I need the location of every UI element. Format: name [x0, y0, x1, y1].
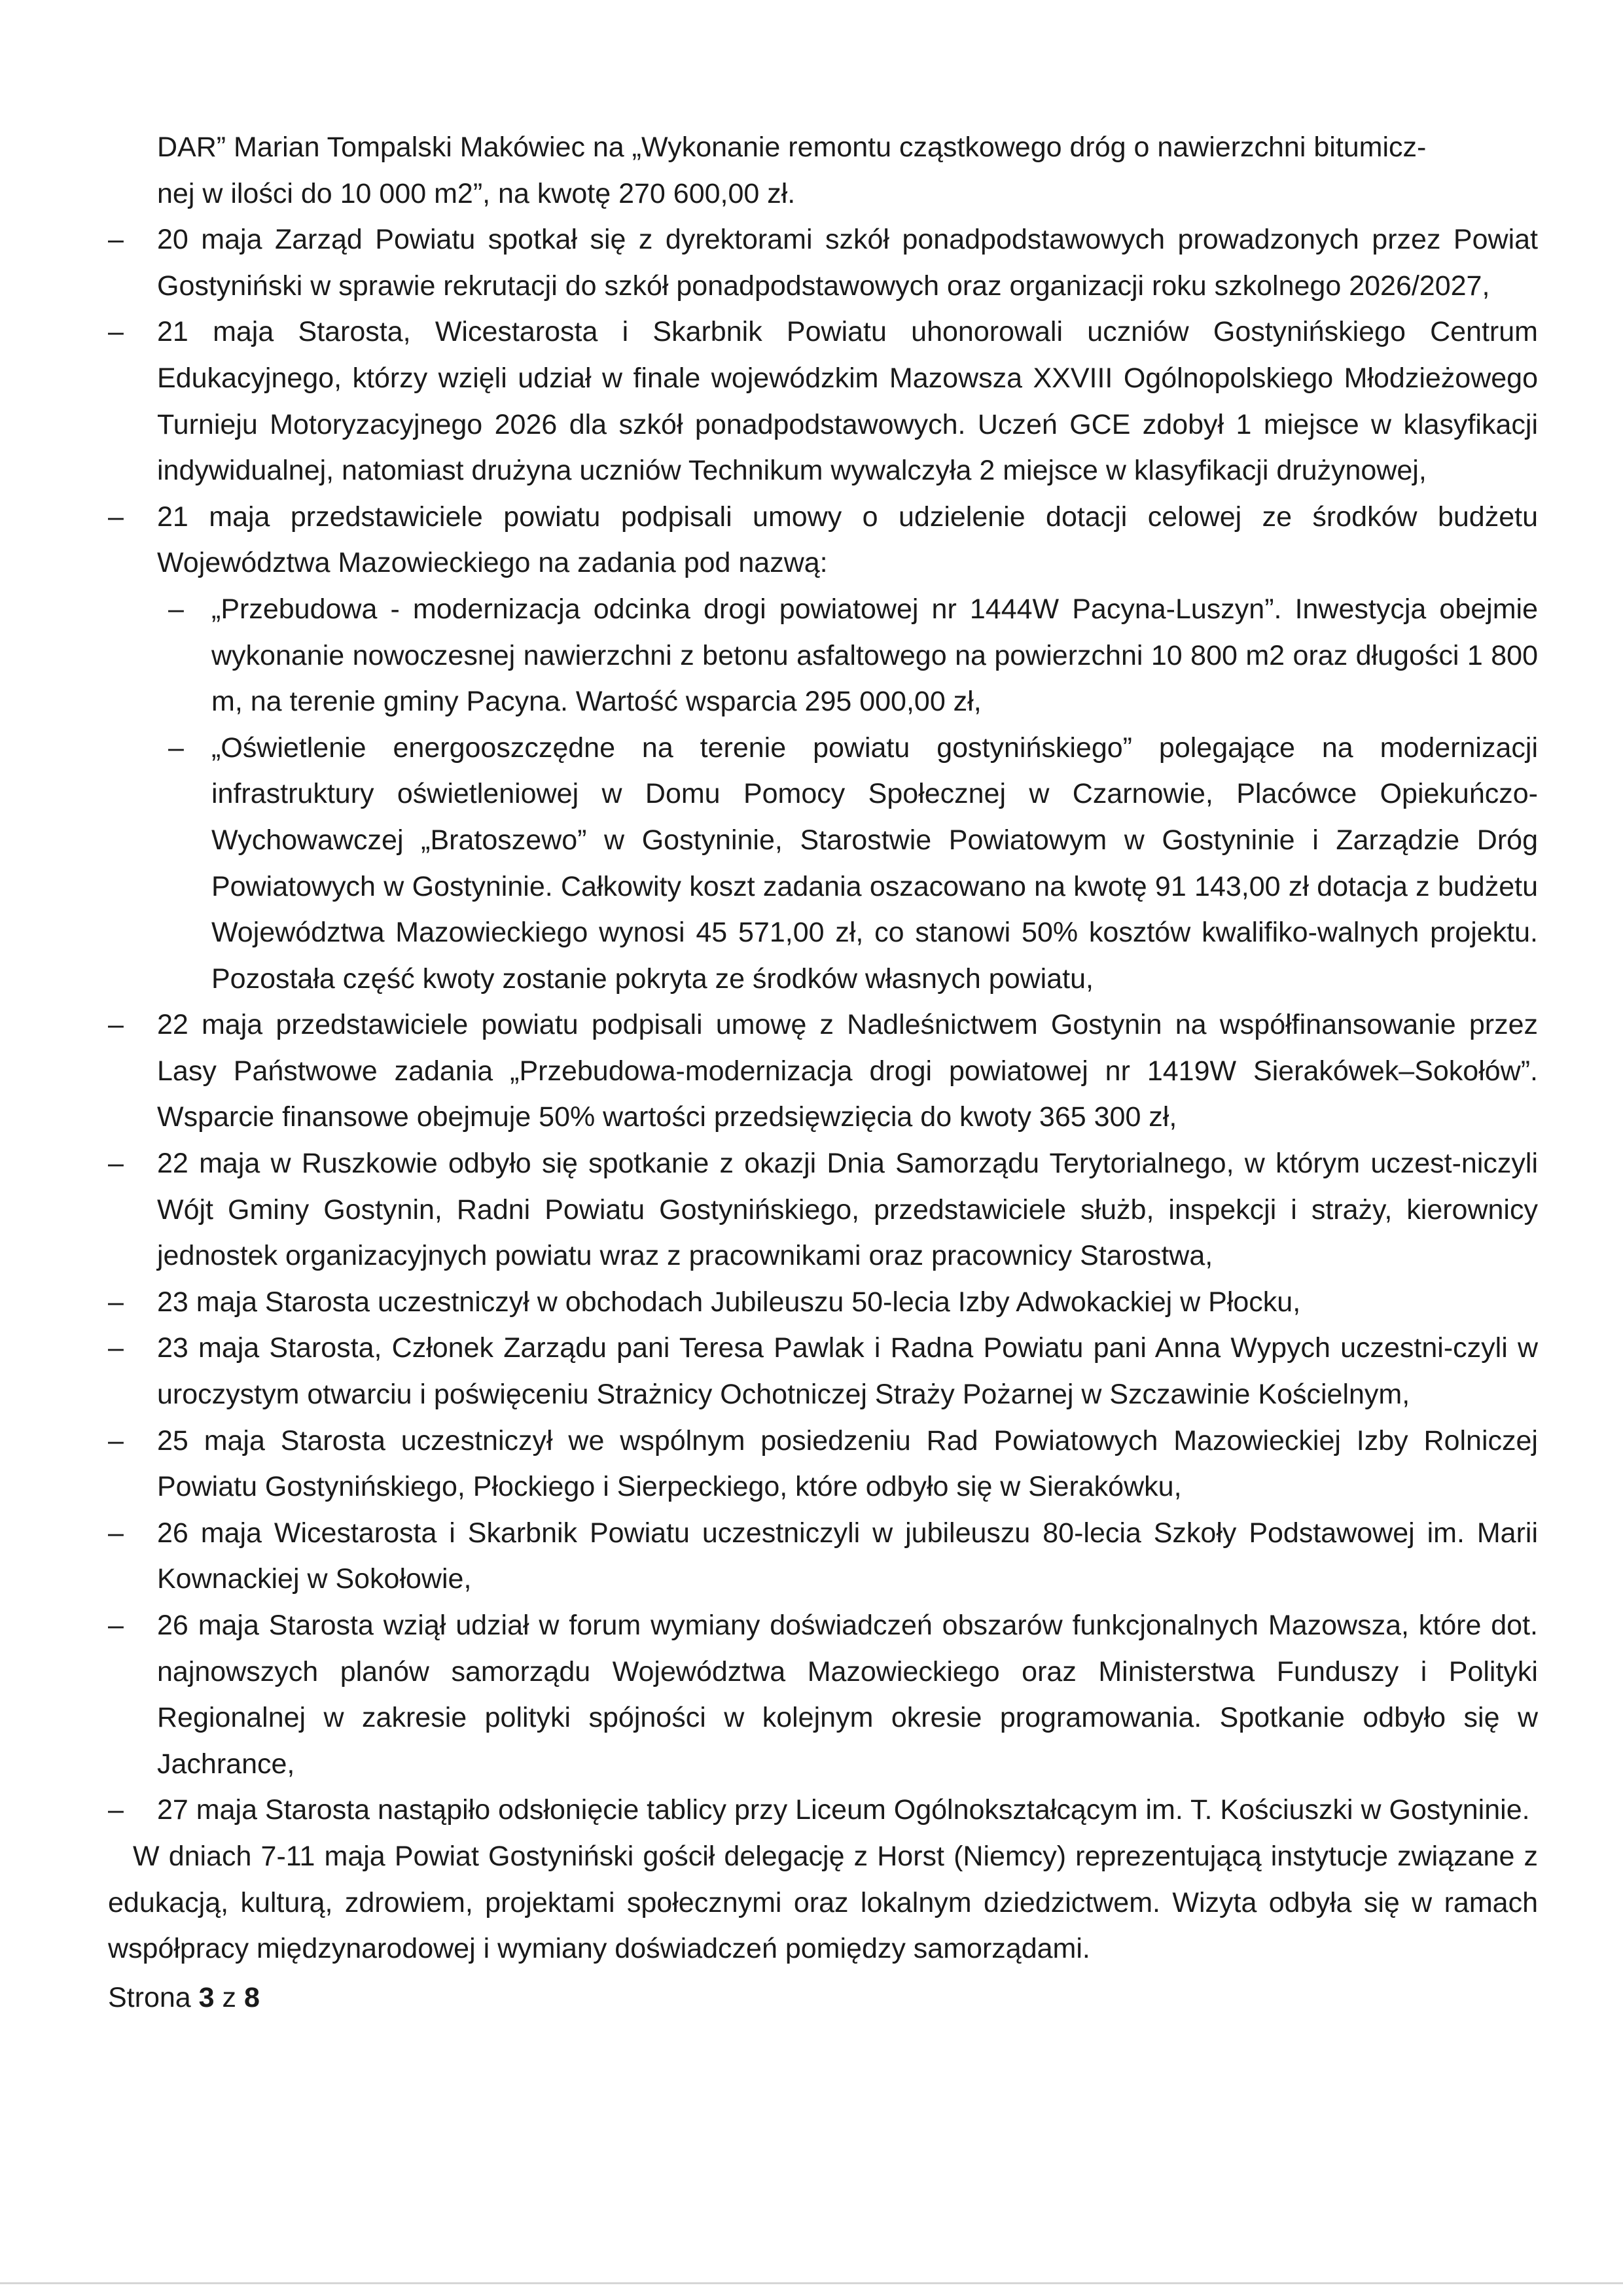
intro-line-2: nej w ilości do 10 000 m2”, na kwotę 270 600,00 zł.: [157, 177, 796, 209]
dash-bullet: –: [108, 1794, 124, 1826]
list-item: [108, 1279, 1538, 1326]
scan-edge-line: [0, 2282, 1623, 2284]
list-item: [108, 494, 1538, 586]
dash-bullet: –: [108, 501, 124, 533]
dash-bullet: –: [108, 1517, 124, 1549]
list-item-text: 20 maja Zarząd Powiatu spotkał się z dyrektorami szkół ponadpodstawowych prowadzonych przez Powiat Gostyniński w sprawie rekrutacji do szkół ponadpodstawowych oraz organizacji roku szkolnego 2026/2027,: [157, 224, 1538, 302]
list-item-text: 25 maja Starosta uczestniczył we wspólnym posiedzeniu Rad Powiatowych Mazowieckiej Izby Rolniczej Powiatu Gostynińskiego, Płockiego i Sierpeckiego, które odbyło się w Sierakówku,: [157, 1424, 1538, 1503]
list-item-text: 21 maja przedstawiciele powiatu podpisali umowy o udzielenie dotacji celowej ze środków budżetu Województwa Mazowieckiego na zadania pod nazwą:: [157, 501, 1538, 579]
dash-bullet: –: [108, 1148, 124, 1180]
dash-bullet: –: [108, 1009, 124, 1041]
footer-page-total: 8: [243, 1981, 260, 2013]
list-item-text: 23 maja Starosta uczestniczył w obchodach Jubileuszu 50-lecia Izby Adwokackiej w Płocku,: [157, 1286, 1301, 1318]
list-item: [108, 1602, 1538, 1787]
list-item: [108, 217, 1538, 309]
list-item: [108, 1140, 1538, 1279]
dash-bullet: –: [108, 316, 124, 348]
list-item-text: 27 maja Starosta nastąpiło odsłonięcie tablicy przy Liceum Ogólnokształcącym im. T. Kościuszki w Gostyninie.: [157, 1794, 1530, 1826]
sub-list-item-text: „Oświetlenie energooszczędne na terenie powiatu gostynińskiego” polegające na modernizacji infrastruktury oświetleniowej w Domu Pomocy Społecznej w Czarnowie, Placówce Opiekuńczo-Wychowawczej „Bratoszewo” w Gostyninie, Starostwie Powiatowym w Gostyninie i Zarządzie Dróg Powiatowych w Gostyninie. Całkowity koszt zadania oszacowano na kwotę 91 143,00 zł dotacja z budżetu Województwa Mazowieckiego wynosi 45 571,00 zł, co stanowi 50% kosztów kwalifiko-walnych projektu. Pozostała część kwoty zostanie pokryta ze środków własnych powiatu,: [211, 732, 1538, 995]
list-item-text: 22 maja przedstawiciele powiatu podpisali umowę z Nadleśnictwem Gostynin na współfinansowanie przez Lasy Państwowe zadania „Przebudowa-modernizacja drogi powiatowej nr 1419W Sierakówek–Sokołów”. Wsparcie finansowe obejmuje 50% wartości przedsięwzięcia do kwoty 365 300 zł,: [157, 1009, 1538, 1133]
footer-separator: z: [222, 1981, 237, 2013]
list-item-text: 26 maja Wicestarosta i Skarbnik Powiatu uczestniczyli w jubileuszu 80-lecia Szkoły Podstawowej im. Marii Kownackiej w Sokołowie,: [157, 1517, 1538, 1595]
list-item-text: 23 maja Starosta, Członek Zarządu pani Teresa Pawlak i Radna Powiatu pani Anna Wypych uczestni-czyli w uroczystym otwarciu i poświęceniu Strażnicy Ochotniczej Straży Pożarnej w Szczawinie Kościelnym,: [157, 1332, 1538, 1411]
list-item-text: 26 maja Starosta wziął udział w forum wymiany doświadczeń obszarów funkcjonalnych Mazowsza, które dot. najnowszych planów samorządu Województwa Mazowieckiego oraz Ministerstwa Funduszy i Polityki Regionalnej w zakresie polityki spójności w kolejnym okresie programowania. Spotkanie odbyło się w Jachrance,: [157, 1610, 1538, 1780]
list-item-text: 21 maja Starosta, Wicestarosta i Skarbnik Powiatu uhonorowali uczniów Gostynińskiego Centrum Edukacyjnego, którzy wzięli udział w finale wojewódzkim Mazowsza XXVIII Ogólnopolskiego Młodzieżowego Turnieju Motoryzacyjnego 2026 dla szkół ponadpodstawowych. Uczeń GCE zdobył 1 miejsce w klasyfikacji indywidualnej, natomiast drużyna uczniów Technikum wywalczyła 2 miejsce w klasyfikacji drużynowej,: [157, 316, 1538, 487]
list-item: [108, 1418, 1538, 1510]
list-item: [108, 1787, 1538, 1833]
sub-list-item: [108, 586, 1538, 725]
dash-bullet: –: [168, 732, 184, 764]
footer-prefix: Strona: [108, 1981, 191, 2013]
sub-list-item: [108, 725, 1538, 1002]
intro-line-1: DAR” Marian Tompalski Makówiec na „Wykonanie remontu cząstkowego dróg o nawierzchni bitumicz-: [157, 132, 1427, 163]
dash-bullet: –: [108, 1424, 124, 1457]
list-item: [108, 1510, 1538, 1602]
sub-list-item-text: „Przebudowa - modernizacja odcinka drogi powiatowej nr 1444W Pacyna-Luszyn”. Inwestycja obejmie wykonanie nowoczesnej nawierzchni z betonu asfaltowego na powierzchni 10 800 m2 oraz długości 1 800 m, na terenie gminy Pacyna. Wartość wsparcia 295 000,00 zł,: [211, 593, 1538, 718]
dash-bullet: –: [108, 1286, 124, 1318]
document-page: [108, 124, 1538, 2021]
dash-bullet: –: [108, 224, 124, 256]
closing-paragraph: W dniach 7-11 maja Powiat Gostyniński gościł delegację z Horst (Niemcy) reprezentującą instytucje związane z edukacją, kulturą, zdrowiem, projektami społecznymi oraz lokalnym dziedzictwem. Wizyta odbyła się w ramach współpracy międzynarodowej i wymiany doświadczeń pomiędzy samorządami.: [108, 1840, 1538, 1965]
dash-bullet: –: [168, 593, 184, 625]
page-footer: [108, 1975, 1538, 2021]
list-item: [108, 309, 1538, 493]
list-item: [108, 1002, 1538, 1140]
footer-page-number: 3: [198, 1981, 215, 2013]
list-item: [108, 1325, 1538, 1417]
dash-bullet: –: [108, 1610, 124, 1641]
dash-bullet: –: [108, 1332, 124, 1364]
list-item-text: 22 maja w Ruszkowie odbyło się spotkanie z okazji Dnia Samorządu Terytorialnego, w którym uczest-niczyli Wójt Gminy Gostynin, Radni Powiatu Gostynińskiego, przedstawiciele służb, inspekcji i straży, kierownicy jednostek organizacyjnych powiatu wraz z pracownikami oraz pracownicy Starostwa,: [157, 1148, 1538, 1272]
